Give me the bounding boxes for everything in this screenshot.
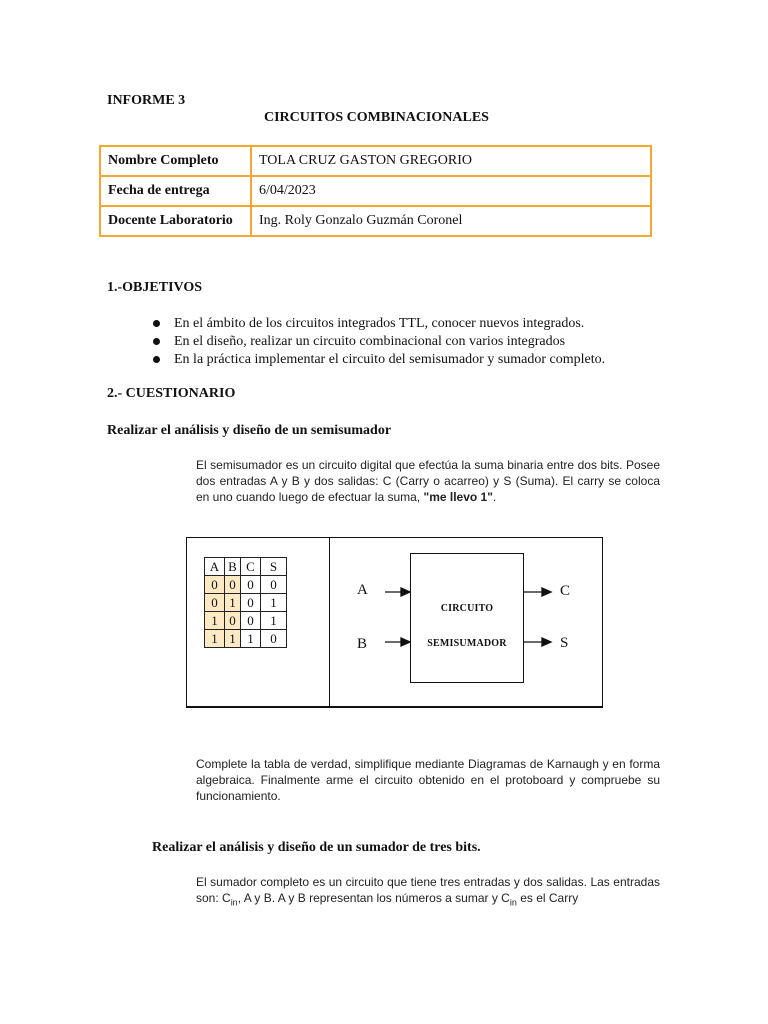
half-adder-figure [186,537,603,708]
paragraph-text: es el Carry [516,891,579,905]
truth-cell: 1 [261,612,287,630]
truth-cell: 1 [225,630,241,648]
arrowhead-in-a [401,588,410,596]
section-objectives-heading: 1.-OBJETIVOS [107,280,203,295]
truth-header-cell: C [241,558,261,576]
truth-cell: 1 [241,630,261,648]
paragraph-text: . [492,490,497,504]
truth-cell: 1 [261,594,287,612]
subheading-half-adder: Realizar el análisis y diseño de un semisumador [107,423,392,438]
truth-header-cell: B [225,558,241,576]
paragraph-full-adder [196,874,660,910]
block-label-line1: CIRCUITO [440,603,494,614]
info-value: Ing. Roly Gonzalo Guzmán Coronel [251,206,651,236]
input-a-label: A [357,582,368,598]
list-item: En el ámbito de los circuitos integrados TTL, conocer nuevos integrados. [152,315,605,333]
block-label-line2: SEMISUMADOR [427,638,507,649]
truth-cell: 0 [225,612,241,630]
output-c-label: C [560,583,571,599]
truth-cell: 0 [241,576,261,594]
arrowhead-in-b [401,638,410,646]
paragraph-instructions: Complete la tabla de verdad, simplifique mediante Diagramas de Karnaugh y en forma algebraica. Finalmente arme el circuito obtenido en el protoboard y compruebe su funcionamiento. [196,757,660,803]
paragraph-text: , A y B. A y B representan los números a sumar y C [237,891,510,905]
subheading-full-adder: Realizar el análisis y diseño de un sumador de tres bits. [152,840,481,855]
document-title: CIRCUITOS COMBINACIONALES [264,110,489,125]
info-row-teacher [100,206,651,236]
truth-cell: 0 [225,576,241,594]
objectives-list [152,315,605,369]
report-number: INFORME 3 [107,93,186,108]
section-questionnaire-heading: 2.- CUESTIONARIO [107,386,236,401]
info-label: Fecha de entrega [100,176,251,206]
output-s-label: S [560,635,569,651]
truth-cell: 0 [241,612,261,630]
subscript: in [230,897,238,908]
paragraph-half-adder [196,457,660,505]
arrowhead-out-s [542,638,551,646]
truth-cell: 1 [205,630,225,648]
list-item: En la práctica implementar el circuito del semisumador y sumador completo. [152,351,605,369]
half-adder-block [410,553,524,683]
truth-cell: 0 [261,576,287,594]
block-diagram-arrows [187,538,602,706]
truth-header-cell: A [205,558,225,576]
paragraph-text: El semisumador es un circuito digital que efectúa la suma binaria entre dos bits. Posee dos entradas A y B y dos salidas: C (Carry o acarreo) y S (Suma). El carry se coloca en uno cuando luego de efectuar la suma, [196,458,660,504]
info-label: Docente Laboratorio [100,206,251,236]
truth-cell: 0 [205,594,225,612]
paragraph-emphasis: "me llevo 1" [423,490,493,504]
truth-cell: 0 [241,594,261,612]
info-table [99,145,652,237]
truth-header-cell: S [261,558,287,576]
arrowhead-out-c [542,588,551,596]
truth-cell: 0 [261,630,287,648]
truth-cell: 1 [225,594,241,612]
info-row-name [100,146,651,176]
info-label: Nombre Completo [100,146,251,176]
paragraph-text: El sumador completo es un circuito que tiene tres entradas y dos salidas. Las entradas son: C [196,875,660,905]
info-row-date [100,176,651,206]
list-item: En el diseño, realizar un circuito combinacional con varios integrados [152,333,605,351]
info-value: TOLA CRUZ GASTON GREGORIO [251,146,651,176]
truth-cell: 1 [205,612,225,630]
subscript: in [509,897,517,908]
input-b-label: B [357,636,368,652]
info-value: 6/04/2023 [251,176,651,206]
truth-cell: 0 [205,576,225,594]
